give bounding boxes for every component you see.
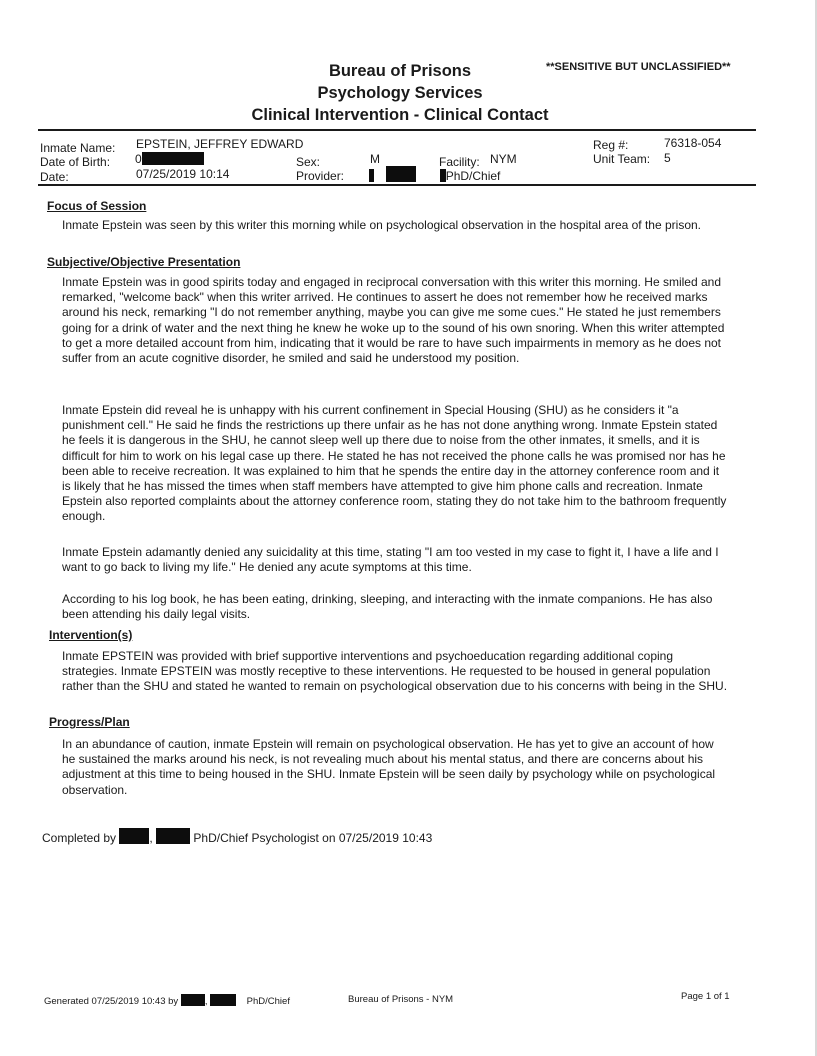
sex-value: M bbox=[370, 152, 380, 166]
sex-label: Sex: bbox=[296, 155, 321, 169]
dob-label: Date of Birth: bbox=[40, 155, 111, 169]
footer-redaction-first bbox=[181, 994, 205, 1006]
provider-redaction-last bbox=[386, 166, 416, 182]
subjective-paragraph-2: Inmate Epstein did reveal he is unhappy with his current confinement in Special Housing (SHU) as he considers it "a punishment cell." He said he finds the restrictions up there unfair as he has not done anything wrong. Inmate Epstein stated he feels it is dangerous in the SHU, he cannot sleep well up there due to noise from the other inmates, it smells, and it is difficult for him to work on his legal case up there. He stated he has not received the phone calls he was promised nor has he been able to receive recreation. It was explained to him that he spends the entire day in the attorney conference room and it is likely that he has missed the times when staff members have attempted to give him phone calls and recreation. Inmate Epstein also reported complaints about the attorney conference room, stating they do not take him to the bathroom frequently enough. bbox=[62, 403, 727, 524]
subjective-paragraph-1: Inmate Epstein was in good spirits today and engaged in reciprocal conversation with this writer this morning. He smiled and remarked, "welcome back" when this writer arrived. He continues to assert he does not remember how he received marks around his neck, remarking "I do not remember anything, maybe you can give me some cues." He stated he just remembers going for a drink of water and the next thing he knew he woke up to the sound of his own snoring. When this writer attempted to get a more detailed account from him, indicating that it would be rare to have such impairments in memory as he does not suffer from an acute cognitive disorder, he smiled and said he understood my position. bbox=[62, 275, 725, 366]
subjective-paragraph-3: Inmate Epstein adamantly denied any suicidality at this time, stating "I am too vested in my case to fight it, I have a life and I want to go back to living my life." He denied any acute symptoms at this time. bbox=[62, 545, 719, 575]
subjective-heading: Subjective/Objective Presentation bbox=[47, 255, 241, 269]
facility-label: Facility: bbox=[439, 155, 480, 169]
dob-value bbox=[135, 152, 204, 166]
completion-suffix: PhD/Chief Psychologist on 07/25/2019 10:43 bbox=[193, 831, 433, 845]
footer-redaction-last bbox=[210, 994, 236, 1006]
unit-team-value: 5 bbox=[664, 151, 671, 165]
document-title: Bureau of Prisons bbox=[328, 62, 472, 80]
dob-visible-digit: 0 bbox=[135, 152, 142, 166]
classification-banner: **SENSITIVE BUT UNCLASSIFIED** bbox=[546, 61, 731, 73]
footer-facility: Bureau of Prisons - NYM bbox=[348, 994, 454, 1005]
document-subtitle: Psychology Services bbox=[317, 84, 483, 102]
header-top-rule bbox=[38, 129, 756, 131]
progress-text: In an abundance of caution, inmate Epstein will remain on psychological observation. He has yet to give an account of how he sustained the marks around his neck, is not revealing much about his mental status, and there are concerns about his adjustment at this time to being housed in the SHU. Inmate Epstein will be seen daily by psychology while on psychological observation. bbox=[62, 737, 716, 797]
subjective-paragraph-4: According to his log book, he has been eating, drinking, sleeping, and interacting with the inmate companions. He has also been attending his daily legal visits. bbox=[62, 592, 713, 622]
reg-number-label: Reg #: bbox=[593, 138, 629, 152]
facility-value: NYM bbox=[490, 152, 517, 166]
completion-redaction-first bbox=[119, 828, 149, 844]
footer-generated-suffix: PhD/Chief bbox=[246, 996, 290, 1007]
inmate-name-value: EPSTEIN, JEFFREY EDWARD bbox=[136, 137, 304, 151]
footer-generated bbox=[44, 994, 290, 1007]
footer-comma: , bbox=[204, 996, 208, 1007]
date-value: 07/25/2019 10:14 bbox=[136, 167, 230, 181]
provider-title: PhD/Chief bbox=[445, 169, 501, 183]
completion-prefix: Completed by bbox=[42, 831, 117, 845]
dob-redaction bbox=[142, 152, 204, 165]
completion-redaction-last bbox=[156, 828, 190, 844]
header-bottom-rule bbox=[38, 184, 756, 186]
completion-line bbox=[42, 828, 432, 845]
provider-label: Provider: bbox=[296, 169, 345, 183]
reg-number-value: 76318-054 bbox=[664, 136, 722, 150]
progress-heading: Progress/Plan bbox=[49, 715, 130, 729]
provider-value bbox=[369, 166, 500, 183]
focus-heading: Focus of Session bbox=[47, 199, 147, 213]
intervention-text: Inmate EPSTEIN was provided with brief supportive interventions and psychoeducation regarding additional coping strategies. Inmate EPSTEIN was mostly receptive to these interventions. He requested to be housed in general population rather than the SHU and stated he wanted to remain on psychological observation due to his concerns with being in the SHU. bbox=[62, 649, 728, 694]
unit-team-label: Unit Team: bbox=[593, 152, 651, 166]
footer-page-number: Page 1 of 1 bbox=[681, 991, 730, 1002]
focus-text: Inmate Epstein was seen by this writer this morning while on psychological observation in the hospital area of the prison. bbox=[62, 218, 702, 232]
footer-generated-prefix: Generated 07/25/2019 10:43 by bbox=[44, 996, 179, 1007]
date-label: Date: bbox=[40, 170, 69, 184]
provider-redaction-first bbox=[369, 169, 374, 182]
completion-comma: , bbox=[149, 831, 153, 845]
document-form-name: Clinical Intervention - Clinical Contact bbox=[251, 106, 549, 124]
inmate-name-label: Inmate Name: bbox=[40, 141, 116, 155]
intervention-heading: Intervention(s) bbox=[49, 628, 133, 642]
